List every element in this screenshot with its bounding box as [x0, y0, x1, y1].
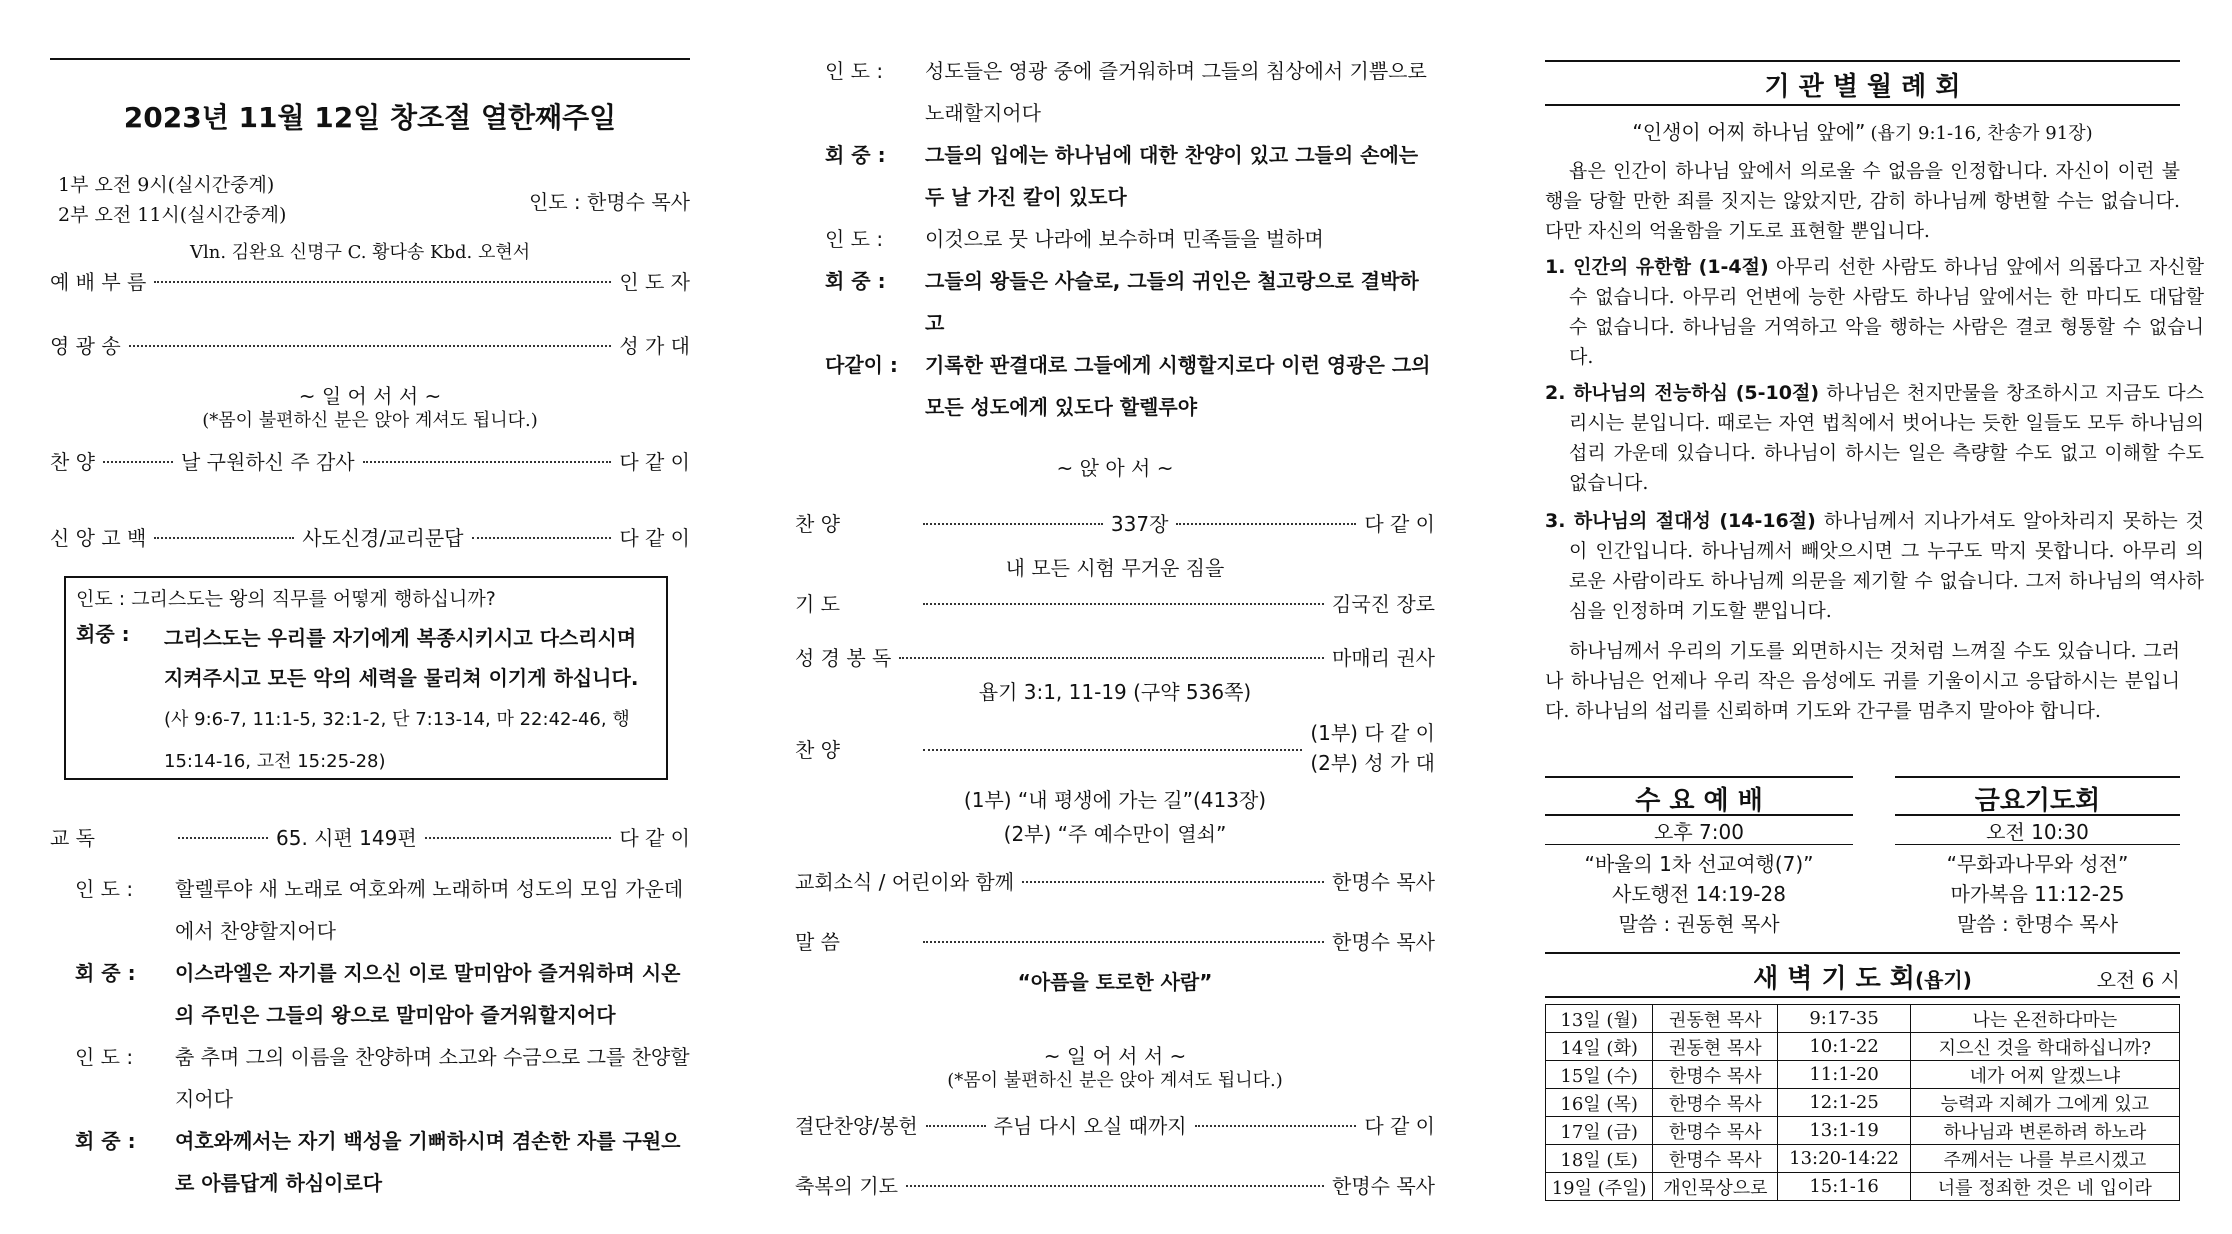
- dawn-passage: 9:17-35: [1778, 1005, 1910, 1033]
- lesson-point-1: [1545, 252, 2204, 372]
- dawn-topic: 나는 온전하다마는: [1910, 1005, 2179, 1033]
- dawn-date: 16일 (목): [1546, 1089, 1653, 1117]
- dawn-top-rule: [1545, 952, 2180, 954]
- scripture-ref: 욥기 3:1, 11-19 (구약 536쪽): [978, 680, 1252, 704]
- reading-line-5: [825, 50, 1435, 134]
- order-label: 신 앙 고 백: [50, 525, 147, 550]
- speaker-label: 회 중 :: [75, 961, 136, 985]
- hymn-title: 내 모든 시험 무거운 짐을: [1005, 556, 1225, 580]
- speaker-label: 인 도 :: [75, 877, 134, 901]
- dawn-topic: 하나님과 변론하려 하노라: [1910, 1117, 2179, 1145]
- dawn-speaker: 한명수 목사: [1653, 1061, 1778, 1089]
- order-gloria: [50, 330, 690, 358]
- reading-text: 이것으로 뭇 나라에 보수하며 민족들을 벌하며: [925, 227, 1324, 251]
- leader-dots: [103, 461, 173, 463]
- dawn-heading: [1545, 958, 2180, 995]
- reading-line-9: [825, 344, 1435, 428]
- lesson-outro: 하나님께서 우리의 기도를 외면하시는 것처럼 느껴질 수도 있습니다. 그러나 하나님은 언제나 우리 작은 음성에도 귀를 기울이시고 응답하시는 분입니다. 하나님의 섭리를 신뢰하며 기도와 간구를 멈추지 말아야 합니다.: [1545, 640, 2180, 722]
- leader-dots: [923, 523, 1103, 525]
- order-role: 성 가 대: [619, 333, 690, 358]
- order-content: 주님 다시 오실 때까지: [993, 1113, 1187, 1138]
- leader-dots: [923, 603, 1324, 605]
- wed-ref: 사도행전 14:19-28: [1612, 882, 1786, 906]
- dawn-topic: 지으신 것을 학대하십니까?: [1910, 1033, 2179, 1061]
- leader-dots: [154, 281, 611, 283]
- speaker-label: 회 중 :: [825, 143, 886, 167]
- table-row: [1546, 1089, 2180, 1117]
- fri-time: 오전 10:30: [1986, 820, 2089, 844]
- column-worship-order-1: [50, 0, 690, 1234]
- speaker-label: 회 중 :: [75, 1129, 136, 1153]
- dawn-rule: [1545, 996, 2180, 998]
- stand-note-sub: (*몸이 불편하신 분은 앉아 계셔도 됩니다.): [202, 410, 538, 431]
- dawn-passage: 12:1-25: [1778, 1089, 1910, 1117]
- reading-line-8: [825, 260, 1435, 344]
- leader-dots: [363, 461, 612, 463]
- reading-line-2: [75, 952, 690, 1036]
- dawn-topic: 주께서는 나를 부르시겠고: [1910, 1145, 2179, 1173]
- dawn-passage: 11:1-20: [1778, 1061, 1910, 1089]
- table-row: [1546, 1117, 2180, 1145]
- point-heading: 3. 하나님의 절대성 (14-16절): [1545, 510, 1816, 532]
- reading-text: 할렐루야 새 노래로 여호와께 노래하며 성도의 모임 가운데에서 찬양할지어다: [175, 877, 684, 943]
- leader-dots: [472, 537, 612, 539]
- stand-note: ~ 일 어 서 서 ~: [298, 384, 442, 408]
- dawn-passage: 10:1-22: [1778, 1033, 1910, 1061]
- stand-note-2: ~ 일 어 서 서 ~: [1043, 1044, 1187, 1068]
- order-label-text: 교 독: [50, 825, 95, 850]
- order-content: 65. 시편 149편: [276, 825, 417, 850]
- dawn-topic: 너를 정죄한 것은 네 입이라: [1910, 1173, 2179, 1201]
- table-row: [1546, 1145, 2180, 1173]
- order-creed: [50, 522, 690, 550]
- speaker-label: 인 도 :: [825, 227, 884, 251]
- sit-note: ~ 앉 아 서 ~: [1056, 456, 1174, 480]
- order-role: 한명수 목사: [1332, 929, 1435, 954]
- order-hymn-2: [795, 508, 1435, 536]
- order-role: 김국진 장로: [1332, 591, 1435, 616]
- wed-sermon: “바울의 1차 선교여행(7)”: [1584, 852, 1814, 876]
- order-label: 축복의 기도: [795, 1173, 898, 1198]
- table-row: [1546, 1005, 2180, 1033]
- point-heading: 1. 인간의 유한함 (1-4절): [1545, 256, 1769, 278]
- order-label: 성 경 봉 독: [795, 645, 892, 670]
- dawn-speaker: 권동현 목사: [1653, 1033, 1778, 1061]
- wed-rule: [1545, 844, 1853, 845]
- catechism-box: [64, 576, 668, 780]
- order-prayer: [795, 588, 1435, 616]
- dawn-title: 새 벽 기 도 회: [1753, 964, 1915, 994]
- lesson-intro: 욥은 인간이 하나님 앞에서 의로울 수 없음을 인정합니다. 자신이 이런 불행을 당할 만한 죄를 짓지는 않았지만, 감히 하나님께 항변할 수는 없습니다. 다만 자신의 억울함을 기도로 표현할 뿐입니다.: [1545, 160, 2180, 242]
- fri-top-rule: [1895, 776, 2180, 778]
- order-hymn: [50, 446, 690, 474]
- leader-dots: [425, 837, 612, 839]
- sermon-title: “아픔을 토로한 사람”: [1017, 970, 1213, 994]
- monthly-title: 기 관 별 월 례 회: [1764, 72, 1961, 102]
- page-title: 2023년 11월 12일 창조절 열한째주일: [123, 101, 617, 134]
- leader: 인도 : 한명수 목사: [528, 190, 690, 214]
- dawn-speaker: 한명수 목사: [1653, 1117, 1778, 1145]
- lesson-point-3: [1545, 506, 2204, 626]
- service-time-1: 1부 오전 9시(실시간중계): [58, 174, 275, 196]
- table-row: [1546, 1173, 2180, 1201]
- order-label: [795, 508, 915, 537]
- order-role: 다 같 이: [619, 525, 691, 550]
- musicians: Vln. 김완요 신명구 C. 황다송 Kbd. 오현서: [190, 242, 531, 263]
- wed-title: 수 요 예 배: [1635, 786, 1763, 816]
- order-sermon: [795, 926, 1435, 954]
- lesson-title: “인생이 어찌 하나님 앞에”: [1632, 120, 1866, 144]
- reading-line-4: [75, 1120, 690, 1204]
- dawn-date: 18일 (토): [1546, 1145, 1653, 1173]
- anthem-2: (2부) “주 예수만이 열쇠”: [1003, 822, 1227, 846]
- stand-note-2-sub: (*몸이 불편하신 분은 앉아 계셔도 됩니다.): [947, 1070, 1283, 1091]
- order-label: 교회소식 / 어린이와 함께: [795, 869, 1015, 894]
- fri-rule: [1895, 844, 2180, 845]
- reading-line-6: [825, 134, 1435, 218]
- order-role: 다 같 이: [619, 825, 690, 850]
- anthem-roles: [1310, 718, 1435, 778]
- fri-ref: 마가복음 11:12-25: [1950, 882, 2125, 906]
- point-text: 하나님께서 지나가셔도 알아차리지 못하는 것이 인간입니다. 하나님께서 빼앗으시면 그 누구도 막지 못합니다. 아무리 의로운 사람이라도 하나님께 의문을 제기할 수 없습니다. 그저 하나님의 역사하심을 인정하며 기도할 뿐입니다.: [1569, 510, 2205, 622]
- leader-dots: [1176, 523, 1356, 525]
- dawn-subtitle: (욥기): [1914, 968, 1972, 992]
- order-anthem: [795, 721, 1435, 775]
- fri-title: 금요기도회: [1974, 786, 2101, 816]
- dawn-passage: 13:1-19: [1778, 1117, 1910, 1145]
- leader-dots: [926, 1125, 986, 1127]
- wed-top-rule: [1545, 776, 1853, 778]
- leader-dots: [1022, 881, 1324, 883]
- lesson-heading: [1545, 116, 2180, 145]
- order-content: 사도신경/교리문답: [302, 525, 464, 550]
- point-text: 아무리 선한 사람도 하나님 앞에서 의롭다고 자신할 수 없습니다. 아무리 언변에 능한 사람도 하나님 앞에서는 한 마디도 대답할 수 없습니다. 하나님을 거역하고 악을 행하는 사람은 결코 형통할 수 없습니다.: [1569, 256, 2204, 368]
- order-benediction: [795, 1170, 1435, 1198]
- order-church-news: [795, 866, 1435, 894]
- dawn-topic: 능력과 지혜가 그에게 있고: [1910, 1089, 2179, 1117]
- reading-text: 여호와께서는 자기 백성을 기뻐하시며 겸손한 자를 구원으로 아름답게 하심이로다: [175, 1129, 681, 1195]
- anthem-role-2: (2부) 성 가 대: [1310, 751, 1435, 775]
- column-announcements: [1545, 0, 2205, 1234]
- leader-dots: [923, 941, 1324, 943]
- order-label: 말 씀: [795, 929, 840, 954]
- dawn-speaker: 한명수 목사: [1653, 1145, 1778, 1173]
- speaker-label: 다같이 :: [825, 353, 898, 377]
- catechism-answer-label: 회중 :: [76, 622, 130, 646]
- anthem-1: (1부) “내 평생에 가는 길”(413장): [963, 788, 1267, 812]
- order-label: [50, 822, 170, 851]
- dawn-date: 13일 (월): [1546, 1005, 1653, 1033]
- order-responsive-reading: [50, 822, 690, 850]
- order-role: 한명수 목사: [1332, 869, 1435, 894]
- leader-dots: [154, 537, 294, 539]
- catechism-refs: (사 9:6-7, 11:1-5, 32:1-2, 단 7:13-14, 마 22:42-46, 행 15:14-16, 고전 15:25-28): [164, 709, 630, 772]
- dawn-date: 17일 (금): [1546, 1117, 1653, 1145]
- catechism-question: 인도 : 그리스도는 왕의 직무를 어떻게 행하십니까?: [76, 588, 496, 610]
- wed-speaker: 말씀 : 권동현 목사: [1618, 912, 1780, 936]
- speaker-label: 인 도 :: [75, 1045, 134, 1069]
- catechism-answer: [164, 618, 658, 782]
- reading-text: 춤 추며 그의 이름을 찬양하며 소고와 수금으로 그를 찬양할지어다: [175, 1045, 690, 1111]
- order-role: 다 같 이: [619, 449, 690, 474]
- leader-dots: [129, 345, 612, 347]
- order-label: 기 도: [795, 591, 840, 616]
- order-label: 영 광 송: [50, 333, 121, 358]
- reading-text: 성도들은 영광 중에 즐거워하며 그들의 침상에서 기쁨으로 노래할지어다: [925, 59, 1427, 125]
- reading-text: 그들의 왕들은 사슬로, 그들의 귀인은 철고랑으로 결박하고: [925, 269, 1419, 335]
- dawn-speaker: 개인묵상으로: [1653, 1173, 1778, 1201]
- order-content: 날 구원하신 주 감사: [181, 449, 355, 474]
- reading-line-3: [75, 1036, 690, 1120]
- speaker-label: 회 중 :: [825, 269, 886, 293]
- dawn-speaker: 권동현 목사: [1653, 1005, 1778, 1033]
- leader-dots: [899, 657, 1324, 659]
- order-role: 마매리 권사: [1332, 645, 1435, 670]
- order-content: 337장: [1110, 511, 1169, 536]
- leader-dots: [178, 837, 268, 839]
- monthly-top-rule: [1545, 60, 2180, 62]
- service-time-2: 2부 오전 11시(실시간중계): [58, 204, 287, 226]
- dawn-speaker: 한명수 목사: [1653, 1089, 1778, 1117]
- order-role: 인 도 자: [619, 269, 690, 294]
- dawn-time: 오전 6 시: [2096, 968, 2180, 992]
- dawn-topic: 네가 어찌 알겠느냐: [1910, 1061, 2179, 1089]
- order-label: 결단찬양/봉헌: [795, 1113, 918, 1138]
- order-role: 다 같 이: [1364, 511, 1435, 536]
- reading-text: 그들의 입에는 하나님에 대한 찬양이 있고 그들의 손에는 두 날 가진 칼이 있도다: [925, 143, 1419, 209]
- monthly-bottom-rule: [1545, 104, 2180, 106]
- reading-line-1: [75, 868, 690, 952]
- order-label: 찬 양: [795, 737, 840, 762]
- catechism-answer-text: 그리스도는 우리를 자기에게 복종시키시고 다스리시며 지켜주시고 모든 악의 세력을 물리쳐 이기게 하십니다.: [164, 626, 639, 690]
- lesson-point-2: [1545, 378, 2204, 498]
- table-row: [1546, 1033, 2180, 1061]
- leader-dots: [1195, 1125, 1357, 1127]
- dawn-date: 19일 (주일): [1546, 1173, 1653, 1201]
- order-role: 한명수 목사: [1332, 1173, 1435, 1198]
- dawn-date: 14일 (화): [1546, 1033, 1653, 1061]
- fri-speaker: 말씀 : 한명수 목사: [1956, 912, 2119, 936]
- table-row: [1546, 1061, 2180, 1089]
- order-call-to-worship: [50, 266, 690, 294]
- wed-time: 오후 7:00: [1654, 820, 1744, 844]
- order-label: 예 배 부 름: [50, 269, 147, 294]
- anthem-role-1: (1부) 다 같 이: [1310, 721, 1435, 745]
- order-offering: [795, 1110, 1435, 1138]
- fri-sermon: “무화과나무와 성전”: [1946, 852, 2129, 876]
- reading-text: 기록한 판결대로 그들에게 시행할지로다 이런 영광은 그의 모든 성도에게 있도다 할렐루야: [925, 353, 1431, 419]
- order-label-text: 찬 양: [795, 511, 840, 536]
- point-text: 하나님은 천지만물을 창조하시고 지금도 다스리시는 분입니다. 때로는 자연 법칙에서 벗어나는 듯한 일들도 모두 하나님의 섭리 가운데 있습니다. 하나님이 하시는 일은 측량할 수도 없고 이해할 수도 없습니다.: [1569, 382, 2204, 494]
- order-label: 찬 양: [50, 449, 95, 474]
- leader-dots: [923, 749, 1302, 751]
- reading-text: 이스라엘은 자기를 지으신 이로 말미암아 즐거워하며 시온의 주민은 그들의 왕으로 말미암아 즐거워할지어다: [175, 961, 681, 1027]
- dawn-date: 15일 (수): [1546, 1061, 1653, 1089]
- order-role: 다 같 이: [1364, 1113, 1435, 1138]
- dawn-passage: 13:20-14:22: [1778, 1145, 1910, 1173]
- dawn-schedule-table: [1545, 1004, 2180, 1201]
- order-scripture: [795, 642, 1435, 670]
- dawn-passage: 15:1-16: [1778, 1173, 1910, 1201]
- column-worship-order-2: [795, 0, 1435, 1234]
- point-heading: 2. 하나님의 전능하심 (5-10절): [1545, 382, 1820, 404]
- speaker-label: 인 도 :: [825, 59, 884, 83]
- lesson-ref: (욥기 9:1-16, 찬송가 91장): [1870, 123, 2093, 144]
- reading-line-7: [825, 218, 1435, 260]
- top-rule: [50, 58, 690, 60]
- leader-dots: [906, 1185, 1324, 1187]
